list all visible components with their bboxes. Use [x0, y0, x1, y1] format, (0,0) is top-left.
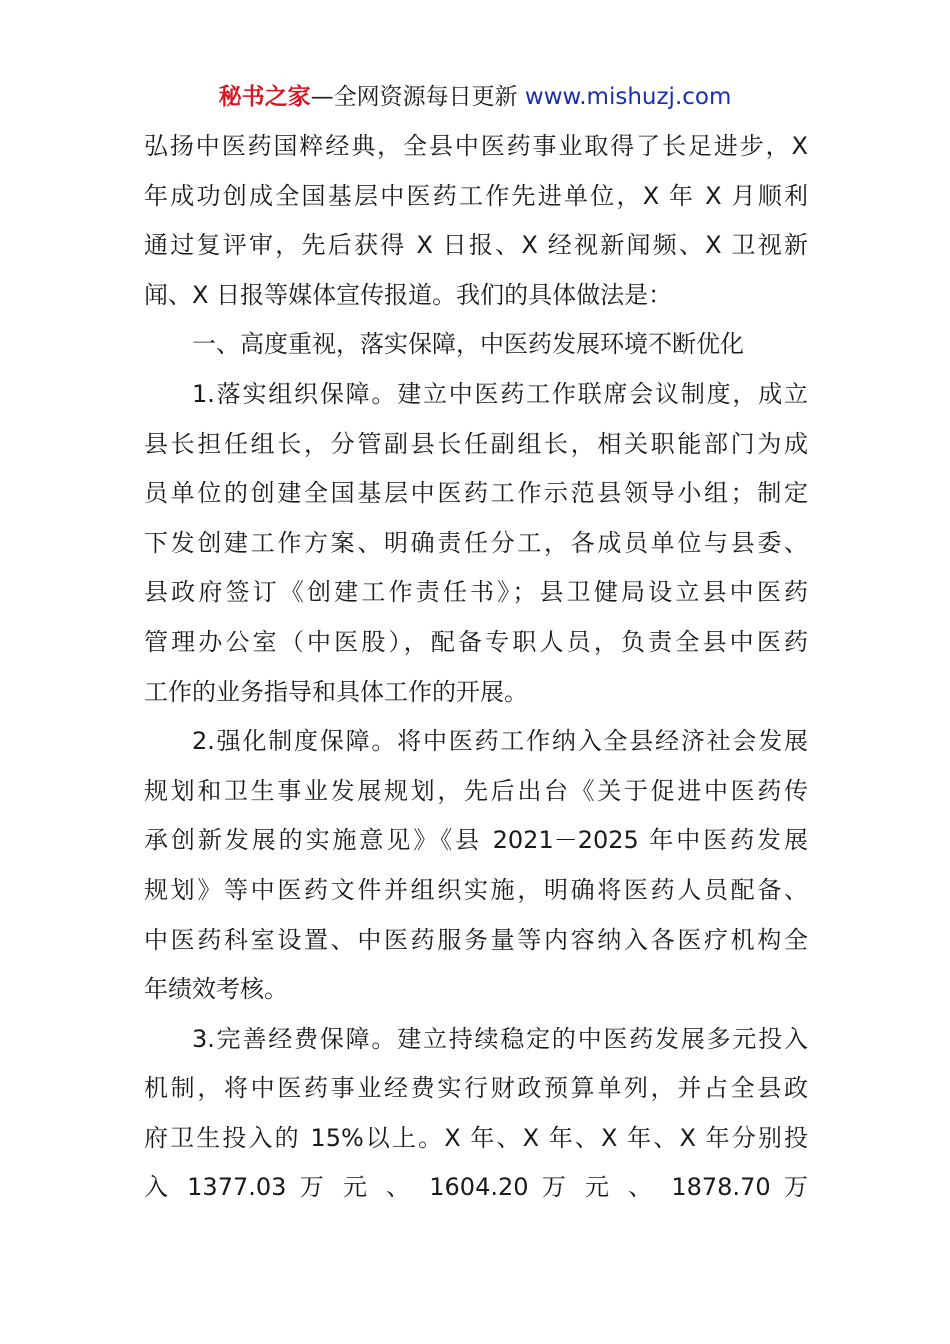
- text-line: 县政府签订《创建工作责任书》；县卫健局设立县中医药: [144, 578, 808, 607]
- text-line: 工作的业务指导和具体工作的开展。: [144, 677, 528, 706]
- header-tagline: 全网资源每日更新: [333, 84, 518, 110]
- text-line: 中医药科室设置、中医药服务量等内容纳入各医疗机构全: [144, 925, 808, 954]
- text-line: 通过复评审，先后获得 X 日报、X 经视新闻频、X 卫视新: [144, 231, 808, 260]
- text-line: 年绩效考核。: [144, 975, 288, 1004]
- text-line: 年成功创成全国基层中医药工作先进单位，X 年 X 月顺利: [144, 181, 808, 210]
- text-line: 员单位的创建全国基层中医药工作示范县领导小组；制定: [144, 479, 808, 508]
- text-line: 机制，将中医药事业经费实行财政预算单列，并占全县政: [144, 1074, 808, 1103]
- text-line: 承创新发展的实施意见》《县 2021－2025 年中医药发展: [144, 826, 808, 855]
- text-line: 入 1377.03 万 元 、 1604.20 万 元 、 1878.70 万: [144, 1173, 808, 1202]
- document-body: [144, 122, 808, 1213]
- site-header: [0, 80, 950, 114]
- text-line: 闻、X 日报等媒体宣传报道。我们的具体做法是：: [144, 280, 673, 309]
- brand-name: 秘书之家: [218, 84, 311, 110]
- text-line: 管理办公室（中医股），配备专职人员，负责全县中医药: [144, 627, 808, 656]
- text-line: 弘扬中医药国粹经典，全县中医药事业取得了长足进步，X: [144, 132, 808, 160]
- text-line: 规划》等中医药文件并组织实施，明确将医药人员配备、: [144, 875, 808, 904]
- site-url-link[interactable]: www.mishuzj.com: [524, 84, 732, 110]
- text-line: 县长担任组长，分管副县长任副组长，相关职能部门为成: [144, 429, 808, 458]
- header-dash: —: [310, 84, 334, 110]
- text-line: 2.强化制度保障。将中医药工作纳入全县经济社会发展: [192, 727, 808, 756]
- text-line: 规划和卫生事业发展规划，先后出台《关于促进中医药传: [144, 776, 808, 805]
- text-line: 3.完善经费保障。建立持续稳定的中医药发展多元投入: [192, 1024, 808, 1053]
- text-line: 1.落实组织保障。建立中医药工作联席会议制度，成立: [192, 379, 808, 408]
- text-line: 府卫生投入的 15%以上。X 年、X 年、X 年、X 年分别投: [144, 1123, 808, 1152]
- text-line: 下发创建工作方案、明确责任分工，各成员单位与县委、: [144, 528, 808, 557]
- section-heading: 一、高度重视，落实保障，中医药发展环境不断优化: [192, 330, 744, 359]
